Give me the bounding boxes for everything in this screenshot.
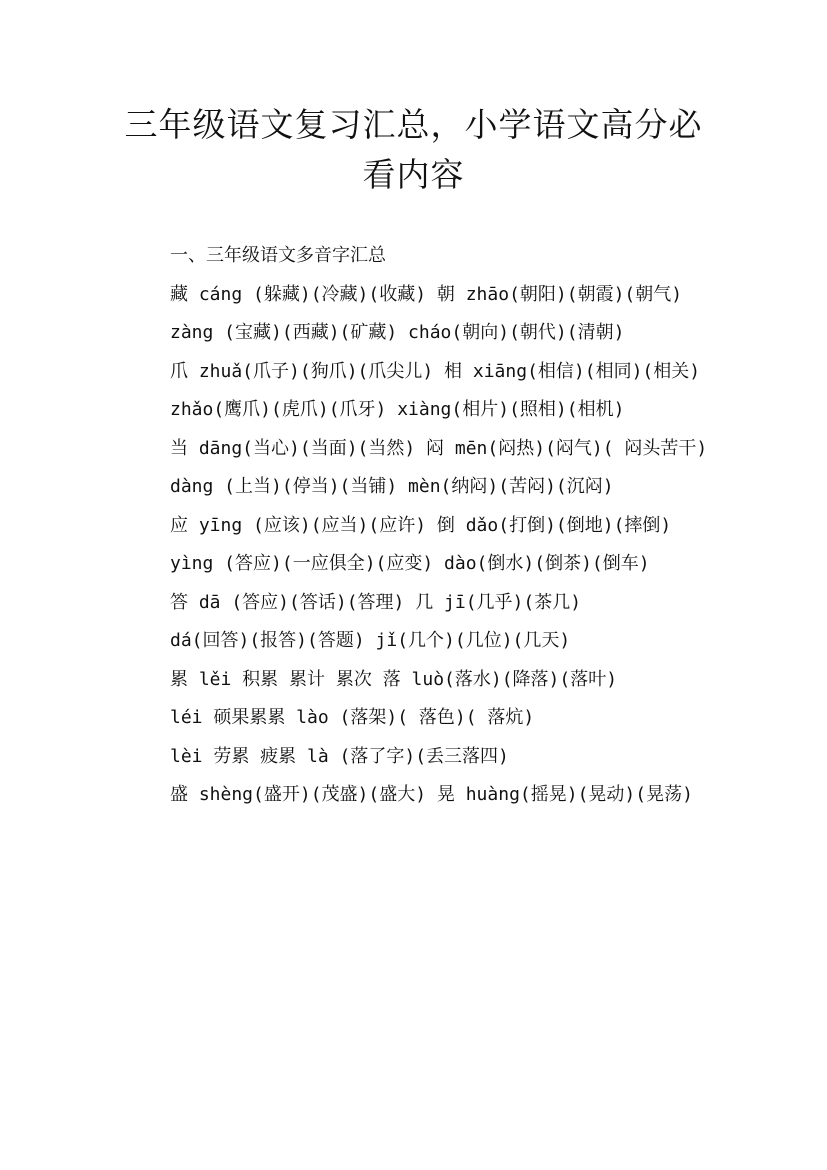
paragraph: 当 dāng(当心)(当面)(当然) 闷 mēn(闷热)(闷气)( 闷头苦干) bbox=[170, 437, 708, 459]
document-title: 三年级语文复习汇总，小学语文高分必看内容 bbox=[124, 105, 703, 194]
paragraph: zàng (宝藏)(西藏)(矿藏) cháo(朝向)(朝代)(清朝) bbox=[170, 322, 625, 343]
paragraph: zhǎo(鹰爪)(虎爪)(爪牙) xiàng(相片)(照相)(相机) bbox=[170, 399, 625, 420]
paragraph: 藏 cáng (躲藏)(冷藏)(收藏) 朝 zhāo(朝阳)(朝霞)(朝气) bbox=[170, 283, 683, 305]
paragraph: yìng (答应)(一应俱全)(应变) dào(倒水)(倒茶)(倒车) bbox=[170, 553, 650, 574]
paragraph: 爪 zhuǎ(爪子)(狗爪)(爪尖儿) 相 xiāng(相信)(相同)(相关) bbox=[170, 360, 701, 382]
paragraph: 累 lěi 积累 累计 累次 落 luò(落水)(降落)(落叶) bbox=[170, 668, 618, 690]
paragraph: léi 硕果累累 lào (落架)( 落色)( 落炕) bbox=[170, 707, 535, 728]
section-heading: 一、三年级语文多音字汇总 bbox=[170, 245, 386, 266]
paragraph: lèi 劳累 疲累 là (落了字)(丢三落四) bbox=[170, 745, 509, 767]
document-body bbox=[130, 237, 715, 815]
paragraph: dá(回答)(报答)(答题) jǐ(几个)(几位)(几天) bbox=[170, 630, 571, 651]
paragraph: 盛 shèng(盛开)(茂盛)(盛大) 晃 huàng(摇晃)(晃动)(晃荡) bbox=[170, 784, 693, 805]
paragraph: 应 yīng (应该)(应当)(应许) 倒 dǎo(打倒)(倒地)(摔倒) bbox=[170, 514, 672, 536]
paragraph: 答 dā (答应)(答话)(答理) 几 jī(几乎)(茶几) bbox=[170, 591, 582, 613]
paragraph: dàng (上当)(停当)(当铺) mèn(纳闷)(苦闷)(沉闷) bbox=[170, 476, 614, 497]
